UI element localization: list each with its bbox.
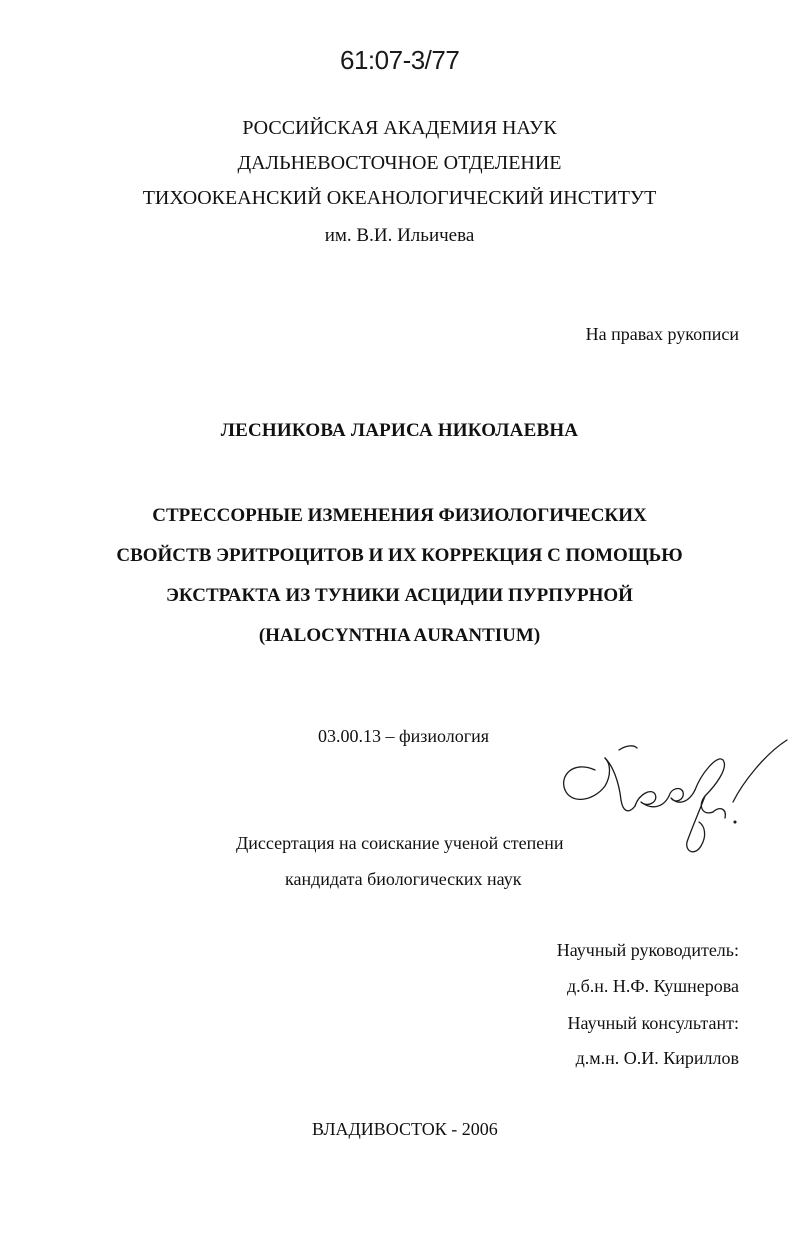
org-line-institute: ТИХООКЕАНСКИЙ ОКЕАНОЛОГИЧЕСКИЙ ИНСТИТУТ xyxy=(142,187,657,209)
manuscript-rights-label: На правах рукописи xyxy=(585,324,739,344)
author-name: ЛЕСНИКОВА ЛАРИСА НИКОЛАЕВНА xyxy=(220,420,579,441)
title-line: ЭКСТРАКТА ИЗ ТУНИКИ АСЦИДИИ ПУРПУРНОЙ xyxy=(166,585,633,606)
specialty-code: 03.00.13 – физиология xyxy=(318,726,490,746)
archive-code: 61:07-3/77 xyxy=(340,45,460,75)
city-year: ВЛАДИВОСТОК - 2006 xyxy=(312,1119,498,1139)
consultant-label: Научный консультант: xyxy=(567,1013,739,1033)
degree-line: кандидата биологических наук xyxy=(285,869,522,889)
advisor-label: Научный руководитель: xyxy=(556,940,739,960)
degree-line: Диссертация на соискание ученой степени xyxy=(236,833,564,853)
title-line: СТРЕССОРНЫЕ ИЗМЕНЕНИЯ ФИЗИОЛОГИЧЕСКИХ xyxy=(152,505,647,526)
consultant-name: д.м.н. О.И. Кириллов xyxy=(575,1048,739,1068)
org-line-branch: ДАЛЬНЕВОСТОЧНОЕ ОТДЕЛЕНИЕ xyxy=(237,152,562,174)
title-line: (HALOCYNTHIA AURANTIUM) xyxy=(258,625,541,646)
org-line-named-after: им. В.И. Ильичева xyxy=(324,225,475,246)
title-line: СВОЙСТВ ЭРИТРОЦИТОВ И ИХ КОРРЕКЦИЯ С ПОМОЩЬЮ xyxy=(116,545,683,566)
handwritten-signature xyxy=(555,730,795,880)
org-line-academy: РОССИЙСКАЯ АКАДЕМИЯ НАУК xyxy=(242,117,557,139)
advisor-name: д.б.н. Н.Ф. Кушнерова xyxy=(566,976,739,996)
